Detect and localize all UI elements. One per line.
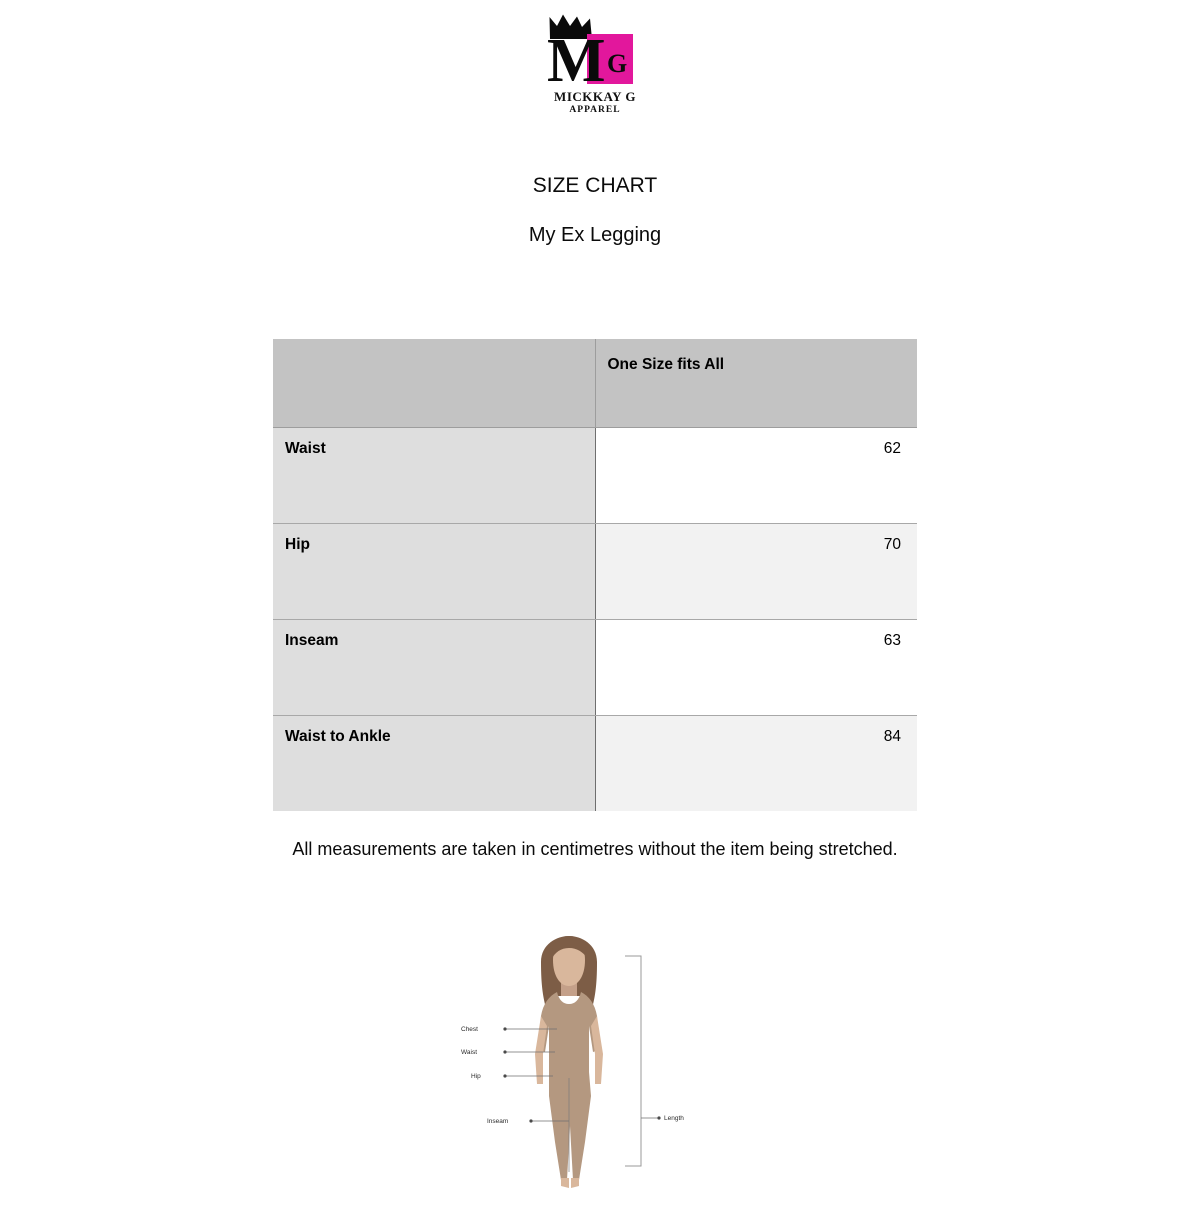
measurement-value-cell (595, 524, 917, 620)
female-measurement-diagram-icon (445, 926, 745, 1196)
measurement-label: Waist (285, 440, 326, 457)
measurement-value: 70 (883, 536, 901, 553)
table-row (273, 524, 917, 620)
svg-text:G: G (607, 49, 628, 78)
measurement-value: 62 (883, 440, 901, 457)
measurement-value: 63 (883, 632, 901, 649)
page-title: SIZE CHART (532, 174, 658, 197)
measurement-label-cell (273, 716, 595, 812)
measurement-value: 84 (883, 728, 901, 745)
table-size-header (595, 339, 917, 428)
size-chart-table-wrapper (273, 339, 917, 811)
figure-label-waist: Waist (461, 1049, 478, 1056)
logo-wordmark (535, 90, 655, 116)
measurement-value-cell (595, 428, 917, 524)
figure-label-chest: Chest (461, 1026, 478, 1033)
brand-logo (0, 0, 1190, 126)
logo-monogram-icon (545, 26, 645, 98)
table-corner-header (273, 339, 595, 428)
logo-brand-name: MICKKAY G (554, 89, 636, 105)
measurement-value-cell (595, 620, 917, 716)
measurement-note: All measurements are taken in centimetres without the item being stretched. (292, 839, 898, 859)
product-name: My Ex Legging (528, 224, 662, 246)
table-row (273, 716, 917, 812)
measurement-label: Waist to Ankle (285, 728, 391, 745)
logo-graphic (535, 14, 655, 126)
table-size-header-text: One Size fits All (607, 356, 725, 373)
measurement-label: Inseam (285, 632, 339, 649)
size-chart-table (273, 339, 917, 811)
measurement-label-cell (273, 524, 595, 620)
figure-label-inseam: Inseam (487, 1118, 509, 1125)
measurement-label-cell (273, 620, 595, 716)
table-row (273, 428, 917, 524)
logo-brand-tagline: APPAREL (569, 105, 621, 116)
measurement-label-cell (273, 428, 595, 524)
figure-label-length: Length (664, 1115, 684, 1122)
svg-text:M: M (547, 27, 606, 95)
measurement-figure (0, 926, 1190, 1196)
table-header-row (273, 339, 917, 428)
figure-label-hip: Hip (471, 1073, 481, 1080)
measurement-label: Hip (285, 536, 310, 553)
table-row (273, 620, 917, 716)
measurement-value-cell (595, 716, 917, 812)
